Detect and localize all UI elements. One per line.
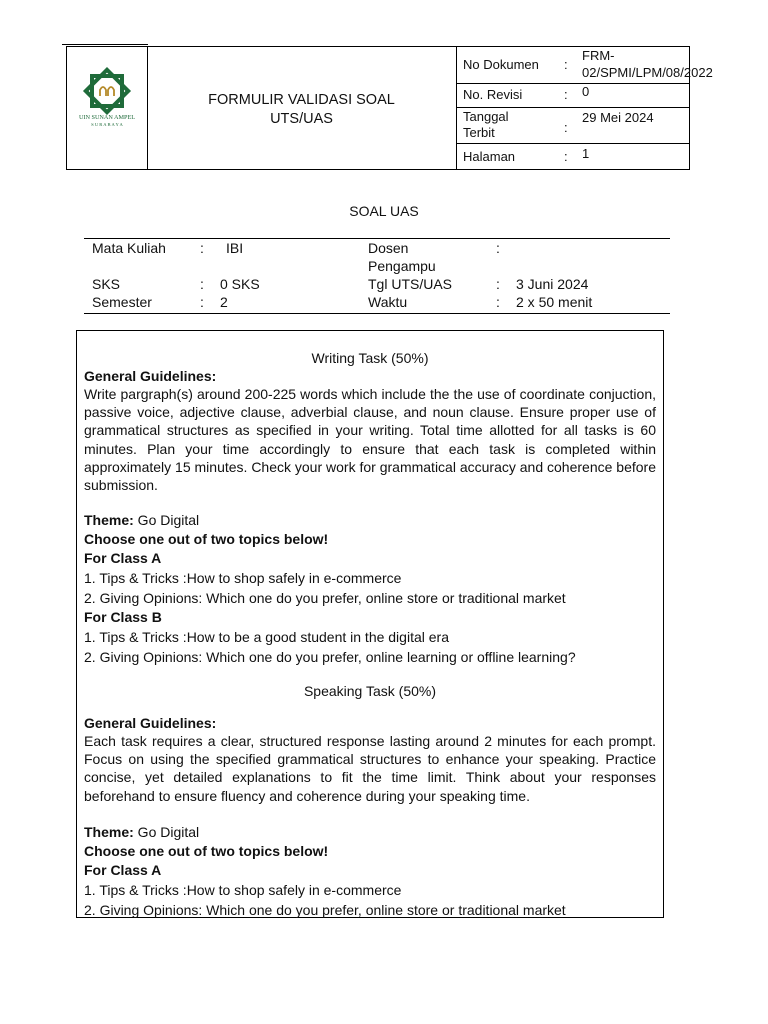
tgl-label: Tgl UTS/UAS	[368, 276, 453, 292]
writing-class-b: For Class B	[84, 609, 162, 625]
writing-theme	[84, 511, 656, 529]
meta-colon: :	[564, 57, 568, 72]
form-title-line1: FORMULIR VALIDASI SOAL	[208, 92, 395, 108]
speaking-choose: Choose one out of two topics below!	[84, 843, 329, 859]
info-colon: :	[496, 294, 500, 310]
waktu-value: 2 x 50 menit	[516, 294, 593, 310]
info-colon: :	[200, 276, 204, 292]
sks-label: SKS	[92, 276, 121, 292]
writing-topic-b2: 2. Giving Opinions: Which one do you prefer, online learning or offline learning?	[84, 649, 576, 665]
logo-subtext: S U R A B A Y A	[91, 122, 123, 127]
writing-choose: Choose one out of two topics below!	[84, 531, 329, 547]
theme-label: Theme:	[84, 512, 134, 528]
meta-key: No. Revisi	[463, 87, 523, 102]
meta-value: 29 Mei 2024	[582, 110, 654, 125]
writing-class-a: For Class A	[84, 550, 162, 566]
sks-value: 0 SKS	[220, 276, 260, 292]
info-colon: :	[496, 276, 500, 292]
speaking-topic-a1: 1. Tips & Tricks :How to shop safely in e-commerce	[84, 882, 402, 898]
dosen-label-cont: Pengampu	[368, 258, 436, 274]
speaking-theme	[84, 823, 656, 841]
document-meta	[457, 47, 713, 169]
meta-colon: :	[564, 120, 568, 135]
speaking-class-a: For Class A	[84, 862, 162, 878]
meta-row-tanggal	[457, 107, 689, 144]
theme-value: Go Digital	[133, 824, 200, 840]
semester-label: Semester	[92, 294, 152, 310]
info-colon: :	[200, 240, 204, 256]
speaking-task-title: Speaking Task (50%)	[303, 683, 437, 699]
uin-logo	[67, 47, 147, 169]
meta-colon: :	[564, 87, 568, 102]
exam-title: SOAL UAS	[349, 203, 419, 219]
info-colon: :	[496, 240, 500, 256]
mata-kuliah-value: IBI	[226, 240, 244, 256]
meta-colon: :	[564, 149, 568, 164]
form-title-line2: UTS/UAS	[270, 111, 333, 127]
speaking-guidelines-text: Each task requires a clear, structured response lasting around 2 minutes for each prompt. Focus on using the specified grammatical structures to enhance your speaking. Practice concise, yet detailed explanations to fit the time limit. Think about your responses beforehand to ensure fluency and coherence during your speaking time.	[84, 733, 656, 804]
meta-value: FRM-02/SPMI/LPM/08/2022	[582, 48, 713, 80]
document-header	[66, 46, 713, 170]
form-title	[147, 47, 457, 169]
theme-label: Theme:	[84, 824, 134, 840]
writing-topic-a2: 2. Giving Opinions: Which one do you prefer, online store or traditional market	[84, 590, 566, 606]
top-rule	[62, 44, 148, 45]
waktu-label: Waktu	[368, 294, 408, 310]
semester-value: 2	[220, 294, 228, 310]
info-colon: :	[200, 294, 204, 310]
logo-cell	[67, 47, 148, 169]
logo-text: UIN SUNAN AMPEL	[78, 114, 136, 121]
meta-row-halaman	[457, 143, 689, 169]
speaking-topic-a2: 2. Giving Opinions: Which one do you prefer, online store or traditional market	[84, 902, 566, 918]
meta-key: Halaman	[463, 149, 516, 164]
speaking-guidelines-label: General Guidelines:	[84, 715, 217, 731]
writing-topic-b1: 1. Tips & Tricks :How to be a good student in the digital era	[84, 629, 449, 645]
writing-topic-a1: 1. Tips & Tricks :How to shop safely in e-commerce	[84, 570, 402, 586]
writing-guidelines-label: General Guidelines:	[84, 368, 217, 384]
dosen-label: Dosen	[368, 240, 409, 256]
meta-row-no-dokumen	[457, 47, 713, 84]
meta-key: No Dokumen	[463, 57, 539, 72]
theme-value: Go Digital	[133, 512, 200, 528]
meta-key: Tanggal Terbit	[463, 109, 509, 140]
meta-value: 1	[582, 146, 590, 161]
mata-kuliah-label: Mata Kuliah	[92, 240, 166, 256]
meta-value: 0	[582, 84, 590, 99]
writing-task-title: Writing Task (50%)	[311, 350, 429, 366]
meta-row-revisi	[457, 83, 689, 108]
writing-guidelines-text: Write pargraph(s) around 200-225 words which include the the use of coordinate conjuction, passive voice, adjective clause, adverbial clause, and noun clause. Ensure proper use of grammatical structures as specified in your writing. Total time allotted for all tasks is 60 minutes. Plan your time accordingly to ensure that each task is completed within approximately 15 minutes. Check your work for grammatical accuracy and coherence before submission.	[84, 386, 656, 494]
tgl-value: 3 Juni 2024	[516, 276, 589, 292]
course-info	[84, 238, 670, 314]
